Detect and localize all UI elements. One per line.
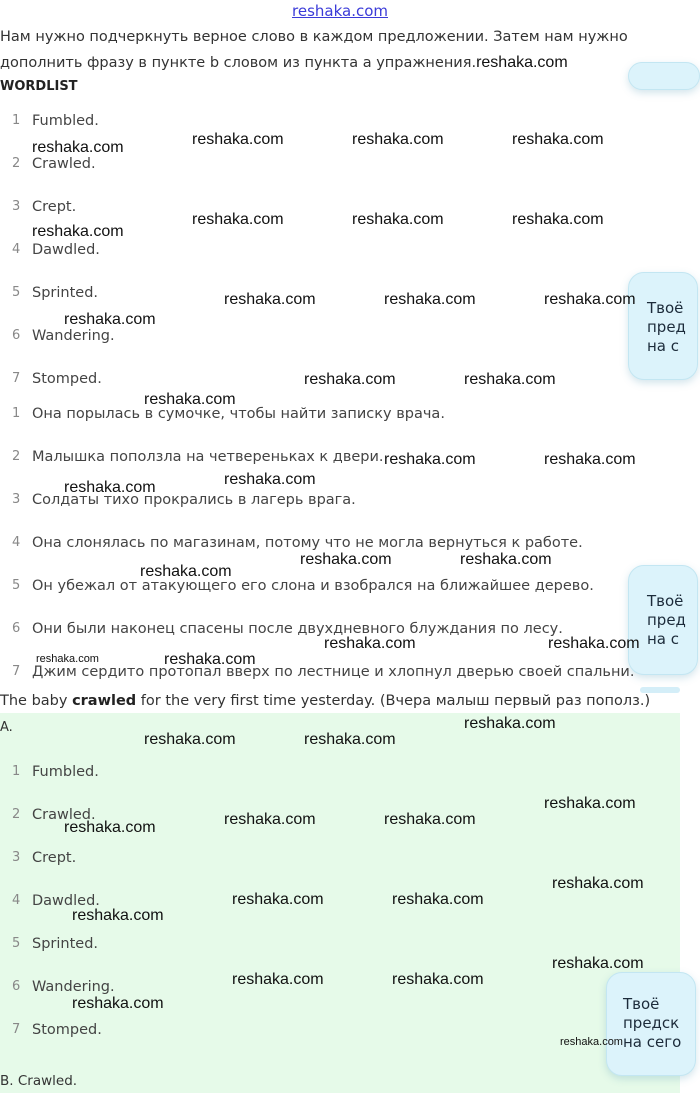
item-text: Crawled. — [32, 807, 96, 823]
watermark: reshaka.com — [392, 891, 484, 908]
watermark: reshaka.com — [460, 551, 552, 568]
bubble-text-line: на с — [647, 630, 680, 648]
watermark: reshaka.com — [64, 311, 156, 328]
watermark: reshaka.com — [544, 451, 636, 468]
watermark: reshaka.com — [64, 819, 156, 836]
watermark: reshaka.com — [224, 471, 316, 488]
item-text: Fumbled. — [32, 764, 99, 780]
item-text: Dawdled. — [32, 893, 100, 909]
watermark: reshaka.com — [192, 211, 284, 228]
watermark: reshaka.com — [32, 139, 124, 156]
item-text: Sprinted. — [32, 936, 99, 952]
example-bold-word: crawled — [72, 693, 137, 709]
item-text: Fumbled. — [32, 113, 99, 129]
watermark: reshaka.com — [392, 971, 484, 988]
item-number: 4 — [12, 242, 21, 257]
item-text: Wandering. — [32, 979, 115, 995]
chat-bubble-widget[interactable] — [628, 272, 698, 380]
watermark: reshaka.com — [64, 479, 156, 496]
watermark: reshaka.com — [144, 731, 236, 748]
bubble-text-line: на сего — [623, 1033, 682, 1051]
site-title[interactable]: reshaka.com — [292, 2, 388, 20]
item-number: 3 — [12, 850, 21, 865]
bubble-text-line: предск — [623, 1014, 680, 1032]
bubble-text-line: Твоё — [647, 592, 684, 610]
item-text: Джим сердито протопал вверх по лестнице и хлопнул дверью своей спальни. — [32, 664, 635, 680]
watermark: reshaka.com — [464, 371, 556, 388]
watermark: reshaka.com — [72, 995, 164, 1012]
example-after: for the very first time yesterday. (Вчера малыш первый раз пополз.) — [136, 693, 651, 709]
chat-bubble-widget[interactable] — [628, 565, 698, 675]
watermark: reshaka.com — [300, 551, 392, 568]
bubble-text-line: на с — [647, 337, 680, 355]
bubble-text-line: Твоё — [647, 299, 684, 317]
watermark: reshaka.com — [552, 955, 644, 972]
watermark: reshaka.com — [72, 907, 164, 924]
item-number: 7 — [12, 371, 21, 386]
item-number: 5 — [12, 936, 21, 951]
item-number: 1 — [12, 406, 21, 421]
watermark: reshaka.com — [304, 731, 396, 748]
section-b-label: B. Crawled. — [0, 1073, 78, 1089]
watermark: reshaka.com — [552, 875, 644, 892]
section-a-label: A. — [0, 720, 13, 735]
item-number: 2 — [12, 807, 21, 822]
item-number: 5 — [12, 578, 21, 593]
watermark: reshaka.com — [36, 653, 99, 665]
item-text: Она порылась в сумочке, чтобы найти записку врача. — [32, 406, 445, 422]
watermark: reshaka.com — [544, 795, 636, 812]
watermark: reshaka.com — [232, 971, 324, 988]
item-text: Солдаты тихо прокрались в лагерь врага. — [32, 492, 356, 508]
item-number: 4 — [12, 535, 21, 550]
watermark: reshaka.com — [548, 635, 640, 652]
item-number: 1 — [12, 764, 21, 779]
item-number: 6 — [12, 979, 21, 994]
watermark: reshaka.com — [192, 131, 284, 148]
intro-text — [0, 24, 640, 76]
watermark: reshaka.com — [512, 211, 604, 228]
item-number: 2 — [12, 449, 21, 464]
item-number: 3 — [12, 492, 21, 507]
item-number: 5 — [12, 285, 21, 300]
item-text: Sprinted. — [32, 285, 99, 301]
item-text: Dawdled. — [32, 242, 100, 258]
item-number: 3 — [12, 199, 21, 214]
wordlist-heading: WORDLIST — [0, 79, 78, 94]
item-text: Crawled. — [32, 156, 96, 172]
watermark: reshaka.com — [140, 563, 232, 580]
watermark: reshaka.com — [164, 651, 256, 668]
watermark: reshaka.com — [224, 811, 316, 828]
watermark: reshaka.com — [384, 811, 476, 828]
watermark: reshaka.com — [384, 451, 476, 468]
watermark: reshaka.com — [512, 131, 604, 148]
item-text: Wandering. — [32, 328, 115, 344]
item-number: 1 — [12, 113, 21, 128]
watermark: reshaka.com — [464, 715, 556, 732]
watermark: reshaka.com — [224, 291, 316, 308]
watermark: reshaka.com — [352, 131, 444, 148]
watermark: reshaka.com — [144, 391, 236, 408]
example-before: The baby — [0, 693, 73, 709]
example-sentence — [0, 693, 650, 709]
watermark: reshaka.com — [384, 291, 476, 308]
item-number: 6 — [12, 621, 21, 636]
watermark: reshaka.com — [32, 223, 124, 240]
item-text: Stomped. — [32, 1022, 102, 1038]
chat-bubble-widget[interactable] — [606, 972, 696, 1076]
intro-instructions: Нам нужно подчеркнуть верное слово в каждом предложении. Затем нам нужно дополнить фразу в пункте b словом из пункта a упражнения. — [0, 29, 628, 71]
item-number: 6 — [12, 328, 21, 343]
watermark: reshaka.com — [304, 371, 396, 388]
bubble-text-line: пред — [647, 318, 686, 336]
chat-bubble-widget[interactable] — [628, 62, 700, 90]
watermark: reshaka.com — [476, 54, 568, 71]
watermark: reshaka.com — [232, 891, 324, 908]
item-number: 7 — [12, 1022, 21, 1037]
bubble-text-line: Твоё — [623, 995, 660, 1013]
item-text: Stomped. — [32, 371, 102, 387]
item-text: Он убежал от атакующего его слона и взобрался на ближайшее дерево. — [32, 578, 594, 594]
item-text: Crept. — [32, 850, 77, 866]
item-text: Она слонялась по магазинам, потому что не могла вернуться к работе. — [32, 535, 583, 551]
watermark: reshaka.com — [324, 635, 416, 652]
watermark: reshaka.com — [560, 1036, 623, 1048]
bubble-text-line: пред — [647, 611, 686, 629]
watermark: reshaka.com — [352, 211, 444, 228]
item-number: 4 — [12, 893, 21, 908]
item-text: Они были наконец спасены после двухдневного блуждания по лесу. — [32, 621, 563, 637]
watermark: reshaka.com — [544, 291, 636, 308]
item-text: Малышка поползла на четвереньках к двери. — [32, 449, 384, 465]
item-number: 2 — [12, 156, 21, 171]
item-number: 7 — [12, 664, 21, 679]
item-text: Crept. — [32, 199, 77, 215]
